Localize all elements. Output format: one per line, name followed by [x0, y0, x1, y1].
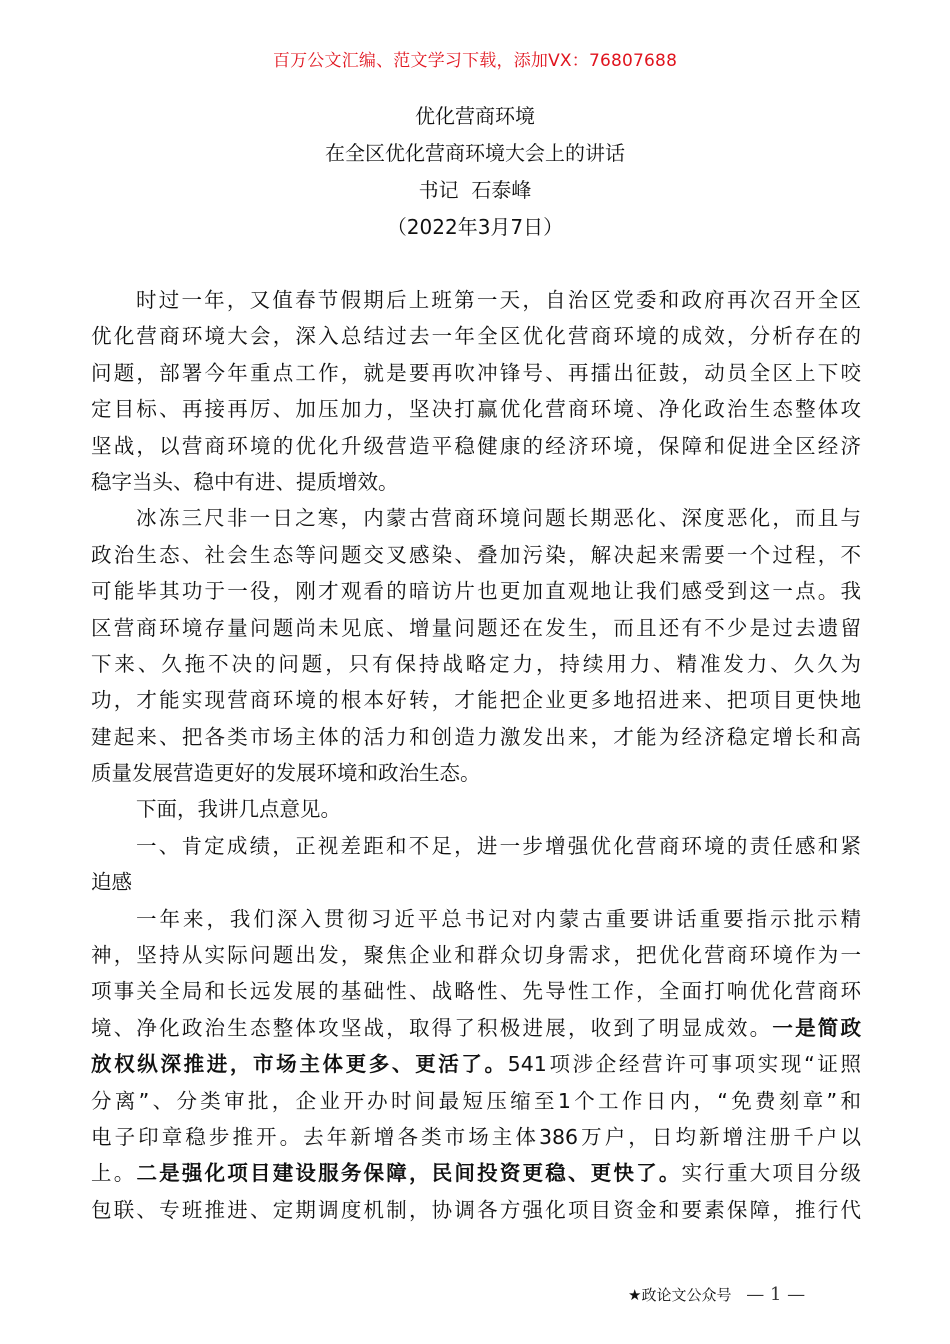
text-line [91, 428, 861, 464]
text-line [91, 391, 861, 427]
text-run: 建起来、把各类市场主体的活力和创造力激发出来，才能为经济稳定增长和高 [91, 724, 861, 749]
text-line [91, 573, 861, 609]
text-run: 541项涉企经营许可事项实现“证照 [507, 1052, 861, 1077]
text-line [91, 1083, 861, 1119]
text-line [91, 973, 861, 1009]
text-run: 政治生态、社会生态等问题交叉感染、叠加污染，解决起来需要一个过程，不 [91, 542, 861, 567]
text-run: 定目标、再接再厉、加压加力，坚决打赢优化营商环境、净化政治生态整体攻 [91, 397, 861, 422]
text-run: 一、肯定成绩，正视差距和不足，进一步增强优化营商环境的责任感和紧 [136, 833, 861, 858]
text-run: 包联、专班推进、定期调度机制，协调各方强化项目资金和要素保障，推行代 [91, 1197, 861, 1222]
text-run: 下来、久拖不决的问题，只有保持战略定力，持续用力、精准发力、久久为 [91, 651, 861, 676]
text-run: 冰冻三尺非一日之寒，内蒙古营商环境问题长期恶化、深度恶化，而且与 [136, 506, 861, 531]
text-run: 可能毕其功于一役，刚才观看的暗访片也更加直观地让我们感受到这一点。我 [91, 579, 861, 604]
text-line [91, 901, 861, 937]
text-run: 下面，我讲几点意见。 [136, 797, 341, 822]
text-line [91, 791, 861, 827]
text-run: 实行重大项目分级 [681, 1161, 862, 1186]
document-header [0, 98, 950, 246]
text-line [91, 537, 861, 573]
text-run: 功，才能实现营商环境的根本好转，才能把企业更多地招进来、把项目更快地 [91, 688, 861, 713]
text-line [91, 682, 861, 718]
bold-text: 一是简政 [772, 1015, 862, 1040]
page-number: — 1 — [746, 1284, 806, 1305]
footer-source: ★政论文公众号 [628, 1286, 732, 1304]
text-line [91, 646, 861, 682]
text-line [91, 610, 861, 646]
text-run: 神，坚持从实际问题出发，聚焦企业和群众切身需求，把优化营商环境作为一 [91, 943, 861, 968]
text-line [91, 937, 861, 973]
document-date: （2022年3月7日） [386, 215, 564, 239]
text-line [91, 355, 861, 391]
text-run: 时过一年，又值春节假期后上班第一天，自治区党委和政府再次召开全区 [136, 288, 861, 312]
text-run: 质量发展营造更好的发展环境和政治生态。 [91, 761, 481, 786]
text-line [91, 282, 861, 318]
text-line [91, 464, 861, 500]
text-line [91, 828, 861, 864]
text-run: 电子印章稳步推开。去年新增各类市场主体386万户，日均新增注册千户以 [91, 1124, 861, 1149]
text-run: 坚战，以营商环境的优化升级营造平稳健康的经济环境，保障和促进全区经济 [91, 433, 861, 458]
watermark-banner: 百万公文汇编、范文学习下载，添加VX：76807688 [272, 51, 678, 71]
text-line [91, 719, 861, 755]
text-run: 项事关全局和长远发展的基础性、战略性、先导性工作，全面打响优化营商环 [91, 979, 861, 1004]
bold-text: 二是强化项目建设服务保障，民间投资更稳、更快了。 [136, 1161, 682, 1186]
page-footer [628, 1284, 805, 1305]
bold-text: 放权纵深推进，市场主体更多、更活了。 [91, 1052, 508, 1077]
text-run: 问题，部署今年重点工作，就是要再吹冲锋号、再擂出征鼓，动员全区上下咬 [91, 360, 861, 385]
text-run: 迫感 [91, 870, 132, 895]
text-run: 分离”、分类审批，企业开办时间最短压缩至1个工作日内，“免费刻章”和 [91, 1088, 861, 1113]
text-run: 优化营商环境大会，深入总结过去一年全区优化营商环境的成效，分析存在的 [91, 324, 861, 349]
document-title: 优化营商环境 [415, 104, 535, 128]
text-line [91, 1119, 861, 1155]
text-line [91, 500, 861, 536]
text-run: 稳字当头、稳中有进、提质增效。 [91, 469, 399, 494]
document-subtitle: 在全区优化营商环境大会上的讲话 [325, 141, 625, 165]
text-run: 一年来，我们深入贯彻习近平总书记对内蒙古重要讲话重要指示批示精 [136, 906, 861, 931]
text-line [91, 1192, 861, 1228]
text-line [91, 755, 861, 791]
text-line [91, 864, 861, 900]
text-line [91, 1046, 861, 1082]
document-author: 书记 石泰峰 [418, 178, 532, 202]
text-line [91, 318, 861, 354]
text-run: 区营商环境存量问题尚未见底、增量问题还在发生，而且还有不少是过去遗留 [91, 615, 861, 640]
text-run: 境、净化政治生态整体攻坚战，取得了积极进展，收到了明显成效。 [91, 1015, 773, 1040]
text-run: 上。 [91, 1161, 137, 1186]
text-line [91, 1155, 861, 1191]
document-body [91, 282, 861, 1228]
text-line [91, 1010, 861, 1046]
